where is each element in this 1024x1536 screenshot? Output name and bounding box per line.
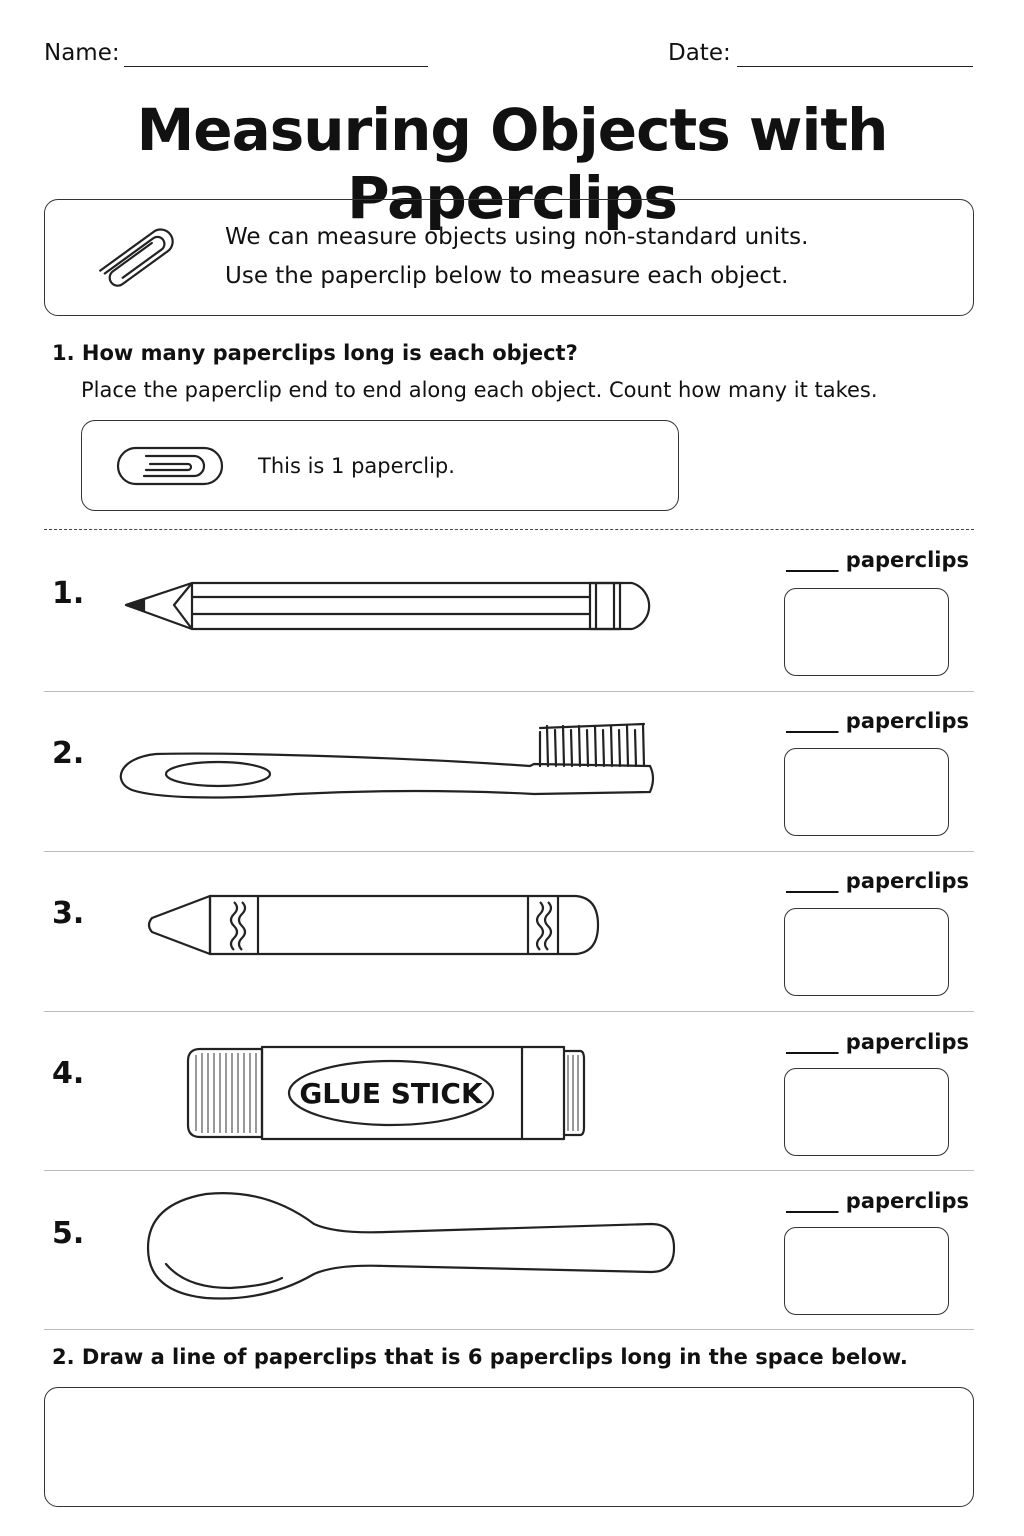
item-2-answer-box[interactable] <box>784 748 949 836</box>
item-number-5: 5. <box>52 1216 85 1251</box>
row-divider <box>44 1170 974 1171</box>
row-divider <box>44 691 974 692</box>
crayon-icon <box>146 892 604 958</box>
item-number-1: 1. <box>52 576 85 611</box>
name-field[interactable] <box>124 66 428 67</box>
item-number-3: 3. <box>52 896 85 931</box>
pencil-icon <box>122 578 662 634</box>
item-4-answer-label: _____ paperclips <box>786 1030 970 1054</box>
question-1-instructions: Place the paperclip end to end along each object. Count how many it takes. <box>81 378 878 402</box>
spoon-icon <box>146 1190 678 1306</box>
paperclip-icon <box>88 218 188 298</box>
date-label: Date: <box>668 40 731 66</box>
glue-stick-icon <box>186 1045 588 1141</box>
item-2-answer-label: _____ paperclips <box>786 709 970 733</box>
row-divider <box>44 851 974 852</box>
date-field[interactable] <box>737 66 973 67</box>
row-divider <box>44 1329 974 1330</box>
dashed-divider <box>44 529 974 530</box>
intro-line-2: Use the paperclip below to measure each object. <box>225 263 789 289</box>
intro-text <box>225 218 808 296</box>
item-4-answer-box[interactable] <box>784 1068 949 1156</box>
page-title: Measuring Objects with Paperclips <box>136 96 888 232</box>
intro-line-1: We can measure objects using non-standard units. <box>225 224 809 250</box>
item-1-answer-box[interactable] <box>784 588 949 676</box>
item-1-answer-label: _____ paperclips <box>786 548 970 572</box>
item-5-answer-label: _____ paperclips <box>786 1189 970 1213</box>
item-5-answer-box[interactable] <box>784 1227 949 1315</box>
question-1-title: 1. How many paperclips long is each object? <box>52 341 578 365</box>
drawing-area[interactable] <box>44 1387 974 1507</box>
name-label: Name: <box>44 40 120 66</box>
item-3-answer-box[interactable] <box>784 908 949 996</box>
row-divider <box>44 1011 974 1012</box>
item-3-answer-label: _____ paperclips <box>786 869 970 893</box>
item-number-2: 2. <box>52 736 85 771</box>
question-2-title: 2. Draw a line of paperclips that is 6 paperclips long in the space below. <box>52 1345 908 1369</box>
item-number-4: 4. <box>52 1056 85 1091</box>
reference-paperclip-icon <box>116 446 224 486</box>
toothbrush-icon <box>116 718 660 802</box>
glue-stick-label: GLUE STICK <box>299 1077 483 1110</box>
reference-paperclip-label: This is 1 paperclip. <box>258 454 455 478</box>
